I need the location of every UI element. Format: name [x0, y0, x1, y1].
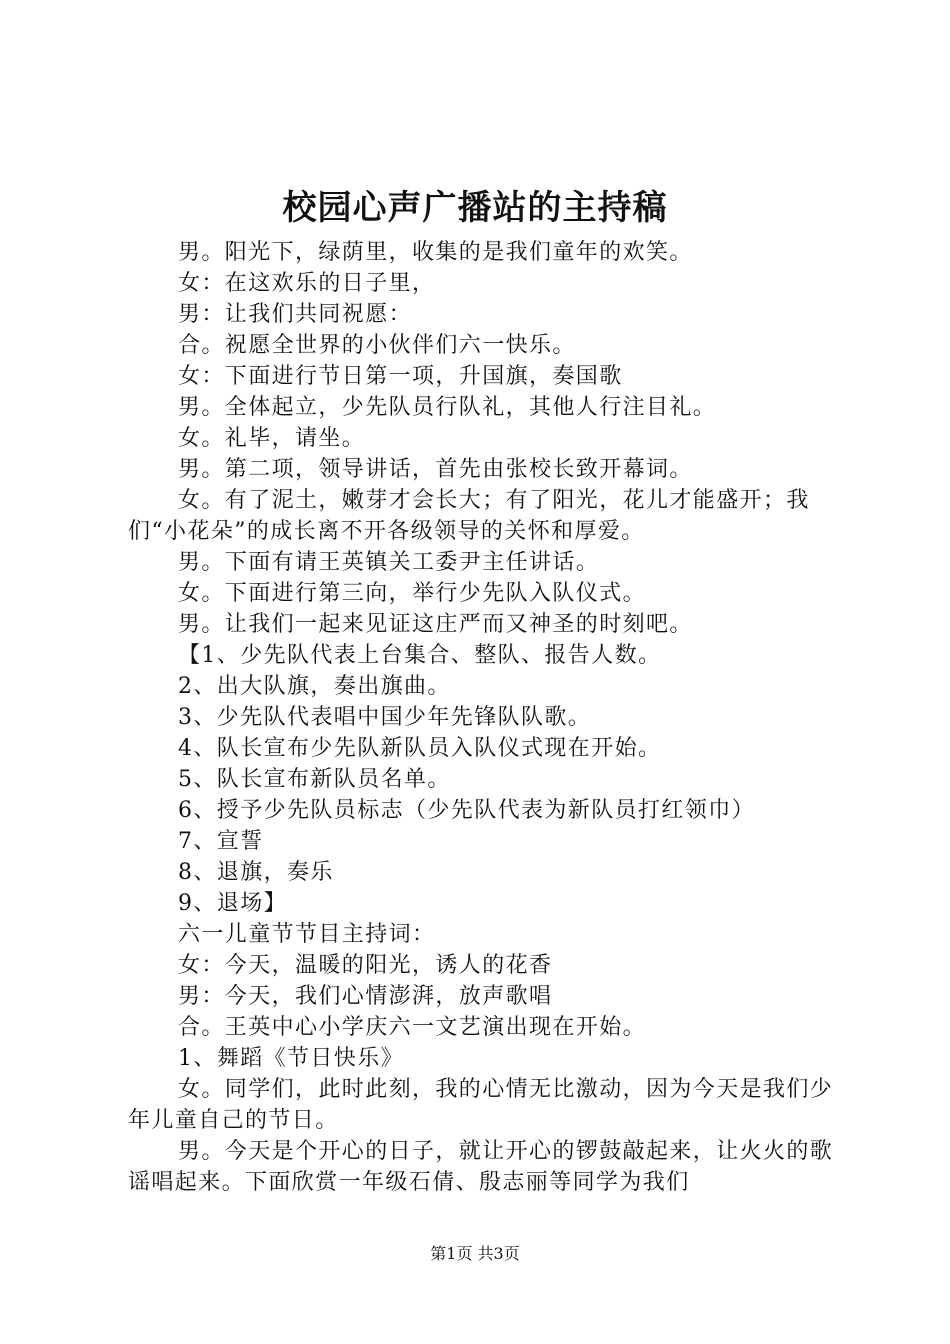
paragraph: 1、舞蹈《节日快乐》: [178, 1046, 404, 1071]
paragraph: 男：让我们共同祝愿：: [178, 302, 413, 327]
paragraph: 4、队长宣布少先队新队员入队仪式现在开始。: [178, 736, 662, 761]
paragraph: 2、出大队旗，奏出旗曲。: [178, 674, 451, 699]
paragraph: 女：下面进行节日第一项，升国旗，奏国歌: [178, 364, 623, 389]
paragraph: 六一儿童节节目主持词：: [178, 922, 436, 947]
paragraph: 3、少先队代表唱中国少年先锋队队歌。: [178, 705, 592, 730]
paragraph: 7、宣誓: [178, 829, 264, 854]
paragraph: 女。礼毕，请坐。: [178, 426, 366, 451]
paragraph: 女。下面进行第三向，举行少先队入队仪式。: [178, 581, 647, 606]
paragraph: 男。下面有请王英镇关工委尹主任讲话。: [178, 550, 600, 575]
paragraph: 男。第二项，领导讲话，首先由张校长致开幕词。: [178, 457, 693, 482]
paragraph: 合。王英中心小学庆六一文艺演出现在开始。: [178, 1015, 647, 1040]
paragraph: 9、退场】: [178, 891, 287, 916]
paragraph: 男：今天，我们心情澎湃，放声歌唱: [178, 984, 553, 1009]
paragraph: 男。阳光下，绿荫里，收集的是我们童年的欢笑。: [178, 240, 693, 265]
paragraph: 8、退旗，奏乐: [178, 860, 334, 885]
document-title: 校园心声广播站的主持稿: [282, 188, 668, 228]
paragraph: 【1、少先队代表上台集合、整队、报告人数。: [178, 643, 662, 668]
paragraph: 合。祝愿全世界的小伙伴们六一快乐。: [178, 333, 576, 358]
paragraph: 女。同学们，此时此刻，我的心情无比激动，因为今天是我们少年儿童自己的节日。: [128, 1077, 834, 1133]
paragraph: 男。今天是个开心的日子，就让开心的锣鼓敲起来，让火火的歌谣唱起来。下面欣赏一年级石倩、殷志丽等同学为我们: [128, 1139, 834, 1195]
paragraph: 男。让我们一起来见证这庄严而又神圣的时刻吧。: [178, 612, 693, 637]
paragraph: 6、授予少先队员标志（少先队代表为新队员打红领巾）: [178, 798, 755, 823]
paragraph: 男。全体起立，少先队员行队礼，其他人行注目礼。: [178, 395, 717, 420]
paragraph: 女。有了泥土，嫩芽才会长大；有了阳光，花儿才能盛开；我们“小花朵”的成长离不开各级领导的关怀和厚爱。: [128, 488, 810, 544]
paragraph: 女：今天，温暖的阳光，诱人的花香: [178, 953, 553, 978]
document-body: [128, 237, 840, 1198]
paragraph: 5、队长宣布新队员名单。: [178, 767, 451, 792]
paragraph: 女：在这欢乐的日子里，: [178, 271, 436, 296]
page-footer: 第1页 共3页: [430, 1244, 520, 1263]
